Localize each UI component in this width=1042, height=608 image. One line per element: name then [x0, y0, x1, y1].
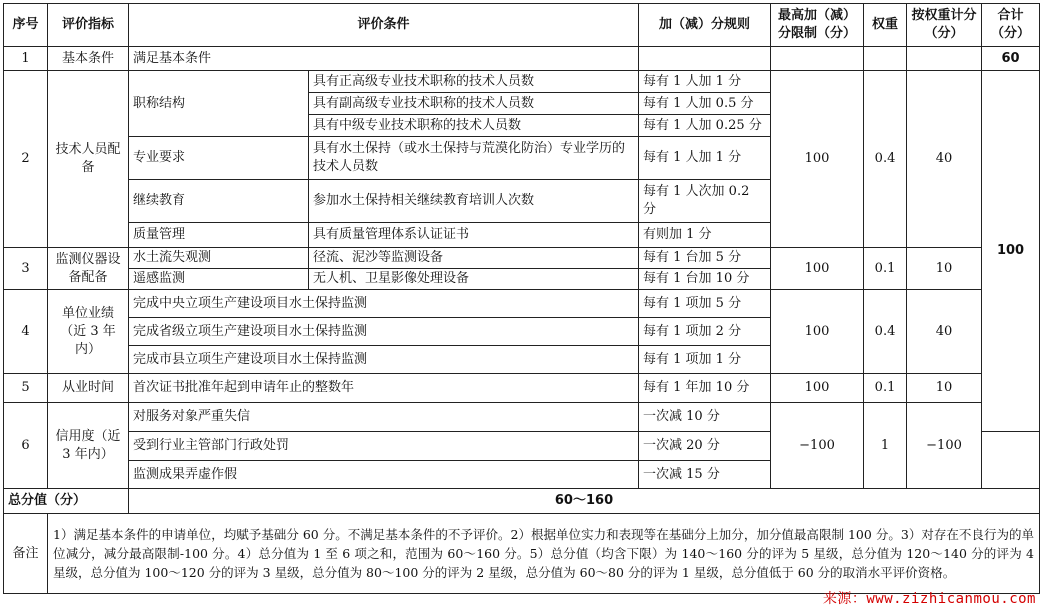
condition-cell: 具有副高级专业技术职称的技术人员数 [309, 93, 639, 115]
sub-indicator-cell: 水土流失观测 [129, 248, 309, 269]
header-weight: 权重 [864, 4, 907, 47]
condition-cell: 受到行业主管部门行政处罚 [129, 432, 639, 461]
weight-cell [864, 47, 907, 71]
total-cell: 100 [982, 71, 1040, 432]
sub-indicator-cell: 继续教育 [129, 180, 309, 223]
condition-cell: 具有水土保持（或水土保持与荒漠化防治）专业学历的技术人员数 [309, 137, 639, 180]
rule-cell: 有则加 1 分 [639, 223, 771, 248]
weighted-cell: 10 [907, 374, 982, 403]
sub-indicator-cell: 职称结构 [129, 71, 309, 137]
table-row [4, 248, 1040, 269]
weight-cell: 0.4 [864, 290, 907, 374]
seq-cell: 3 [4, 248, 48, 290]
rule-cell: 一次减 10 分 [639, 403, 771, 432]
note-label: 备注 [4, 514, 48, 594]
condition-cell: 满足基本条件 [129, 47, 639, 71]
indicator-cell: 单位业绩（近 3 年内） [48, 290, 129, 374]
condition-cell: 完成市县立项生产建设项目水土保持监测 [129, 346, 639, 374]
seq-cell: 2 [4, 71, 48, 248]
condition-cell: 监测成果弄虚作假 [129, 461, 639, 489]
max-cell: 100 [771, 290, 864, 374]
rule-cell: 每有 1 年加 10 分 [639, 374, 771, 403]
rule-cell [639, 47, 771, 71]
source-watermark: 来源：www.zizhicanmou.com [822, 591, 1036, 607]
header-indicator: 评价指标 [48, 4, 129, 47]
indicator-cell: 监测仪器设备配备 [48, 248, 129, 290]
rule-cell: 一次减 20 分 [639, 432, 771, 461]
rule-cell: 每有 1 项加 2 分 [639, 318, 771, 346]
indicator-cell: 信用度（近 3 年内） [48, 403, 129, 489]
condition-cell: 具有质量管理体系认证证书 [309, 223, 639, 248]
weighted-cell: 10 [907, 248, 982, 290]
header-seq: 序号 [4, 4, 48, 47]
indicator-cell: 基本条件 [48, 47, 129, 71]
seq-cell: 5 [4, 374, 48, 403]
seq-cell: 1 [4, 47, 48, 71]
header-row [4, 4, 1040, 47]
weighted-cell: 40 [907, 290, 982, 374]
condition-cell: 具有中级专业技术职称的技术人员数 [309, 115, 639, 137]
table-row [4, 47, 1040, 71]
rule-cell: 每有 1 人加 1 分 [639, 137, 771, 180]
condition-cell: 参加水土保持相关继续教育培训人次数 [309, 180, 639, 223]
note-text: 1）满足基本条件的申请单位，均赋予基础分 60 分。不满足基本条件的不予评价。2）根据单位实力和表现等在基础分上加分，加分值最高限制 100 分。3）对存在不良行为的单位减分，减分最高限制-100 分。4）总分值为 1 至 6 项之和，范围为 60～160 分。5）总分值（均含下限）为 140～160 分的评为 5 星级，总分值为 120～140 分的评为 4 星级，总分值为 100～120 分的评为 3 星级，总分值为 80～100 分的评为 2 星级，总分值为 60～80 分的评为 1 星级，总分值低于 60 分的取消水平评价资格。 [48, 514, 1040, 594]
header-rule: 加（减）分规则 [639, 4, 771, 47]
evaluation-table [3, 3, 1040, 594]
max-cell: 100 [771, 71, 864, 248]
sub-indicator-cell: 质量管理 [129, 223, 309, 248]
weighted-cell: 40 [907, 71, 982, 248]
rule-cell: 每有 1 人加 0.25 分 [639, 115, 771, 137]
condition-cell: 具有正高级专业技术职称的技术人员数 [309, 71, 639, 93]
condition-cell: 首次证书批准年起到申请年止的整数年 [129, 374, 639, 403]
weight-cell: 0.1 [864, 248, 907, 290]
max-cell: 100 [771, 374, 864, 403]
condition-cell: 完成中央立项生产建设项目水土保持监测 [129, 290, 639, 318]
header-condition: 评价条件 [129, 4, 639, 47]
table-row [4, 403, 1040, 432]
indicator-cell: 技术人员配备 [48, 71, 129, 248]
sum-value: 60～160 [129, 489, 1040, 514]
rule-cell: 每有 1 台加 10 分 [639, 269, 771, 290]
rule-cell: 每有 1 项加 1 分 [639, 346, 771, 374]
header-weighted: 按权重计分（分） [907, 4, 982, 47]
condition-cell: 无人机、卫星影像处理设备 [309, 269, 639, 290]
table-row [4, 374, 1040, 403]
sub-indicator-cell: 遥感监测 [129, 269, 309, 290]
indicator-cell: 从业时间 [48, 374, 129, 403]
sub-indicator-cell: 专业要求 [129, 137, 309, 180]
max-cell: 100 [771, 248, 864, 290]
weight-cell: 0.1 [864, 374, 907, 403]
max-cell [771, 47, 864, 71]
max-cell: −100 [771, 403, 864, 489]
rule-cell: 一次减 15 分 [639, 461, 771, 489]
note-row [4, 514, 1040, 594]
header-max: 最高加（减）分限制（分） [771, 4, 864, 47]
rule-cell: 每有 1 人加 1 分 [639, 71, 771, 93]
rule-cell: 每有 1 项加 5 分 [639, 290, 771, 318]
table-row [4, 290, 1040, 318]
rule-cell: 每有 1 人加 0.5 分 [639, 93, 771, 115]
seq-cell: 4 [4, 290, 48, 374]
rule-cell: 每有 1 人次加 0.2 分 [639, 180, 771, 223]
weight-cell: 1 [864, 403, 907, 489]
header-total: 合计（分） [982, 4, 1040, 47]
condition-cell: 对服务对象严重失信 [129, 403, 639, 432]
weight-cell: 0.4 [864, 71, 907, 248]
seq-cell: 6 [4, 403, 48, 489]
condition-cell: 完成省级立项生产建设项目水土保持监测 [129, 318, 639, 346]
rule-cell: 每有 1 台加 5 分 [639, 248, 771, 269]
sum-label: 总分值（分） [4, 489, 129, 514]
table-row [4, 71, 1040, 93]
sum-row [4, 489, 1040, 514]
weighted-cell [907, 47, 982, 71]
total-cell: 60 [982, 47, 1040, 71]
condition-cell: 径流、泥沙等监测设备 [309, 248, 639, 269]
weighted-cell: −100 [907, 403, 982, 489]
